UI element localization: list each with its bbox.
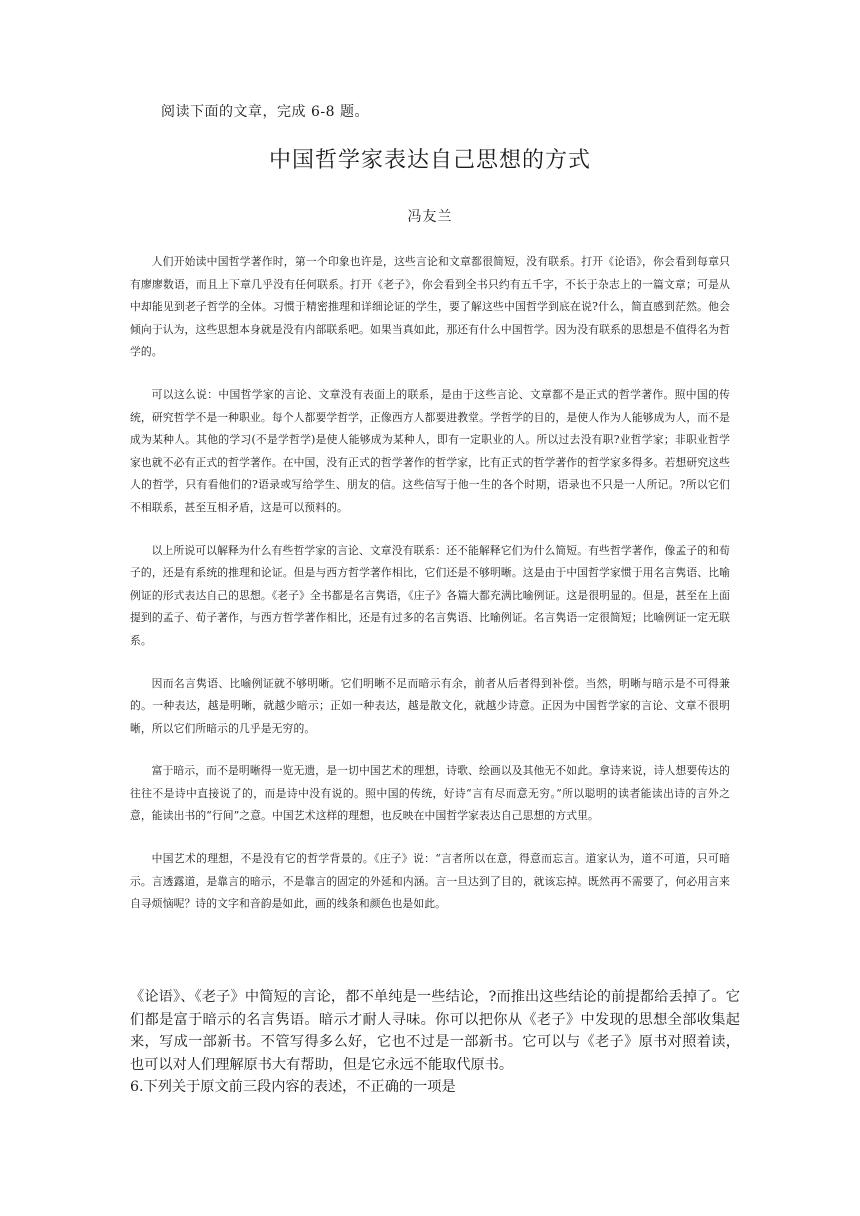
article-paragraph-2: 可以这么说：中国哲学家的言论、文章没有表面上的联系，是由于这些言论、文章都不是正式的哲学著作。照中国的传统，研究哲学不是一种职业。每个人都要学哲学，正像西方人都要进教堂。学哲学的目的，是使人作为人能够成为人，而不是成为某种人。其他的学习(不是学哲学)是使人能够成为某种人，即有一定职业的人。所以过去没有职?业哲学家；非职业哲学家也就不必有正式的哲学著作。在中国，没有正式的哲学著作的哲学家，比有正式的哲学著作的哲学家多得多。若想研究这些人的哲学，只有看他们的?语录或写给学生、朋友的信。这些信写于他一生的各个时期，语录也不只是一人所记。?所以它们不相联系，甚至互相矛盾，这是可以预料的。 (130, 387, 730, 514)
continuation-section (130, 986, 740, 1099)
article-paragraph-5: 富于暗示，而不是明晰得一览无遗，是一切中国艺术的理想，诗歌、绘画以及其他无不如此。拿诗来说，诗人想要传达的往往不是诗中直接说了的，而是诗中没有说的。照中国的传统，好诗“言有尽而意无穷。”所以聪明的读者能读出诗的言外之意，能读出书的“行间”之意。中国艺术这样的理想，也反映在中国哲学家表达自己思想的方式里。 (130, 764, 730, 823)
article-title: 中国哲学家表达自己思想的方式 (268, 148, 591, 173)
article-paragraph-1: 人们开始读中国哲学著作时，第一个印象也许是，这些言论和文章都很简短，没有联系。打开《论语》，你会看到每章只有廖廖数语，而且上下章几乎没有任何联系。打开《老子》，你会看到全书只约有五千字，不长于杂志上的一篇文章；可是从中却能见到老子哲学的全体。习惯于精密推理和详细论证的学生，要了解这些中国哲学到底在说?什么，简直感到茫然。他会倾向于认为，这些思想本身就是没有内部联系吧。如果当真如此，那还有什么中国哲学。因为没有联系的思想是不值得名为哲学的。 (130, 255, 730, 359)
question-6: 6.下列关于原文前三段内容的表述，不正确的一项是 (130, 1079, 456, 1096)
tail-paragraph: 《论语》、《老子》中简短的言论，都不单纯是一些结论，?而推出这些结论的前提都给丢掉了。它们都是富于暗示的名言隽语。暗示才耐人寻味。你可以把你从《老子》中发现的思想全部收集起来，写成一部新书。不管写得多么好，它也不过是一部新书。它可以与《老子》原书对照着读，也可以对人们理解原书大有帮助，但是它永远不能取代原书。 (130, 989, 740, 1073)
instruction-text: 阅读下面的文章，完成 6-8 题。 (161, 104, 369, 120)
article-body (130, 251, 730, 936)
article-paragraph-3: 以上所说可以解释为什么有些哲学家的言论、文章没有联系：还不能解释它们为什么简短。有些哲学著作，像孟子的和荀子的，还是有系统的推理和论证。但是与西方哲学著作相比，它们还是不够明晰。这是由于中国哲学家惯于用名言隽语、比喻例证的形式表达自己的思想。《老子》全书都是名言隽语，《庄子》各篇大都充满比喻例证。这是很明显的。但是，甚至在上面提到的孟子、荀子著作，与西方哲学著作相比，还是有过多的名言隽语、比喻例证。名言隽语一定很简短；比喻例证一定无联系。 (130, 543, 730, 647)
article-paragraph-6: 中国艺术的理想，不是没有它的哲学背景的。《庄子》说：“言者所以在意，得意而忘言。道家认为，道不可道，只可暗示。言透露道，是靠言的暗示，不是靠言的固定的外延和内涵。言一旦达到了目的，就该忘掉。既然再不需要了，何必用言来自寻烦恼呢？诗的文字和音韵是如此，画的线条和颜色也是如此。 (130, 852, 730, 911)
article-author: 冯友兰 (407, 209, 453, 225)
article-paragraph-4: 因而名言隽语、比喻例证就不够明晰。它们明晰不足而暗示有余，前者从后者得到补偿。当然，明晰与暗示是不可得兼的。一种表达，越是明晰，就越少暗示；正如一种表达，越是散文化，就越少诗意。正因为中国哲学家的言论、文章不很明晰，所以它们所暗示的几乎是无穷的。 (130, 676, 730, 735)
